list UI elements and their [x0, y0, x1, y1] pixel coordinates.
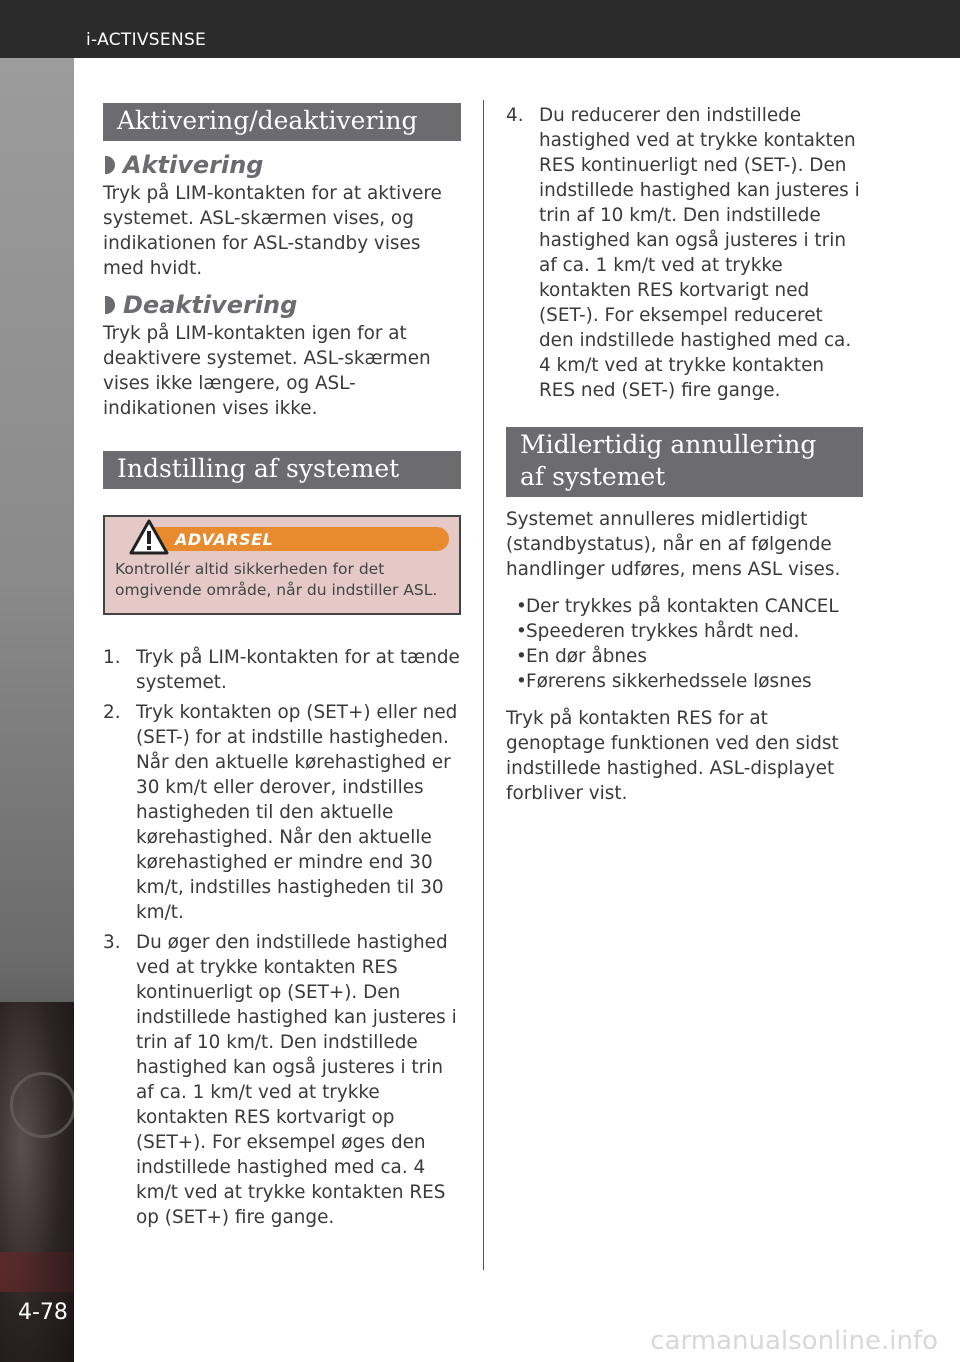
- column-divider: [483, 100, 484, 1270]
- list-item: [103, 930, 461, 1230]
- steps-list-right: [506, 103, 863, 403]
- step-text: Du øger den indstillede hastighed ved at trykke kontakten RES kontinuerligt op (SET+). Den indstillede hastighed kan justeres i trin af 10 km/t. Den indstillede hastighed kan også justeres i trin af ca. 1 km/t ved at trykke kontakten RES kortvarigt op (SET+). For eksempel øges den indstillede hastighed med ca. 4 km/t ved at trykke kontakten RES op (SET+) fire gange.: [136, 932, 457, 1228]
- section-heading-activation: Aktivering/deaktivering: [103, 103, 461, 141]
- warning-label: ADVARSEL: [175, 529, 274, 549]
- list-item: [103, 700, 461, 925]
- step-text: Tryk kontakten op (SET+) eller ned (SET-) for at indstille hastigheden. Når den aktuelle kørehastighed er 30 km/t eller derover, indstilles hastigheden til den aktuelle kørehastighed. Når den aktuelle kørehastighed er mindre end 30 km/t, indstilles hastigheden til 30 km/t.: [136, 702, 458, 923]
- list-item: • En dør åbnes: [516, 646, 647, 667]
- step-number: 4.: [506, 105, 524, 126]
- step-text: Du reducerer den indstillede hastighed ved at trykke kontakten RES kontinuerligt ned (SET-). Den indstillede hastighed kan justeres i trin af 10 km/t. Den indstillede hastighed kan også justeres i trin af ca. 1 km/t ved at trykke kontakten RES kortvarigt ned (SET-). For eksempel reduceret den indstillede hastighed med ca. 4 km/t ved at trykke kontakten RES ned (SET-) fire gange.: [539, 105, 860, 401]
- watermark-text: carmanualsonline.info: [650, 1326, 938, 1356]
- section-heading-settings: Indstilling af systemet: [103, 451, 461, 489]
- deactivation-text: Tryk på LIM-kontakten igen for at deaktivere systemet. ASL-skærmen vises ikke længere, og ASL-indikationen vises ikke.: [103, 323, 431, 419]
- step-text: Tryk på LIM-kontakten for at tænde systemet.: [136, 647, 460, 693]
- list-item: [506, 103, 863, 403]
- subheading-deactivation-label: Deaktivering: [123, 291, 298, 319]
- resume-text: Tryk på kontakten RES for at genoptage funktionen ved den sidst indstillede hastighed. ASL-displayet forbliver vist.: [506, 708, 839, 804]
- activation-text: Tryk på LIM-kontakten for at aktivere systemet. ASL-skærmen vises, og indikationen for ASL-standby vises med hvidt.: [103, 183, 442, 279]
- warning-header: [145, 527, 449, 551]
- steps-list-left: [103, 645, 461, 1230]
- right-column: [506, 103, 863, 806]
- side-image-strip: [0, 58, 74, 1362]
- top-header-bar: [0, 0, 960, 58]
- subheading-marker-icon: [105, 156, 115, 174]
- list-item: • Speederen trykkes hårdt ned.: [516, 621, 800, 642]
- section-title: i-ACTIVSENSE: [86, 30, 207, 50]
- cancel-intro-text: Systemet annulleres midlertidigt (standbystatus), når en af følgende handlinger udføres, mens ASL vises.: [506, 509, 841, 580]
- step-number: 2.: [103, 702, 121, 723]
- step-number: 3.: [103, 932, 121, 953]
- list-item: • Der trykkes på kontakten CANCEL: [516, 596, 839, 617]
- subheading-marker-icon: [105, 296, 115, 314]
- subheading-deactivation: [103, 291, 461, 319]
- step-number: 1.: [103, 647, 121, 668]
- list-item: [103, 645, 461, 695]
- left-column: [103, 103, 461, 1235]
- bullet-text: Speederen trykkes hårdt ned.: [526, 621, 800, 642]
- warning-text: Kontrollér altid sikkerheden for det omgivende område, når du indstiller ASL.: [115, 560, 438, 599]
- cancel-conditions-list: [506, 594, 863, 694]
- subheading-activation-label: Aktivering: [123, 151, 264, 179]
- bullet-text: Der trykkes på kontakten CANCEL: [526, 596, 839, 617]
- list-item: • Førerens sikkerhedssele løsnes: [516, 671, 812, 692]
- warning-triangle-icon: [129, 519, 169, 555]
- heading-line-2: af systemet: [520, 462, 666, 491]
- section-heading-temporary-cancel: [506, 427, 863, 497]
- warning-box: [103, 515, 461, 615]
- subheading-activation: [103, 151, 461, 179]
- bullet-text: En dør åbnes: [526, 646, 647, 667]
- page-number: 4-78: [18, 1300, 68, 1325]
- bullet-text: Førerens sikkerhedssele løsnes: [526, 671, 812, 692]
- heading-line-1: Midlertidig annullering: [520, 430, 817, 459]
